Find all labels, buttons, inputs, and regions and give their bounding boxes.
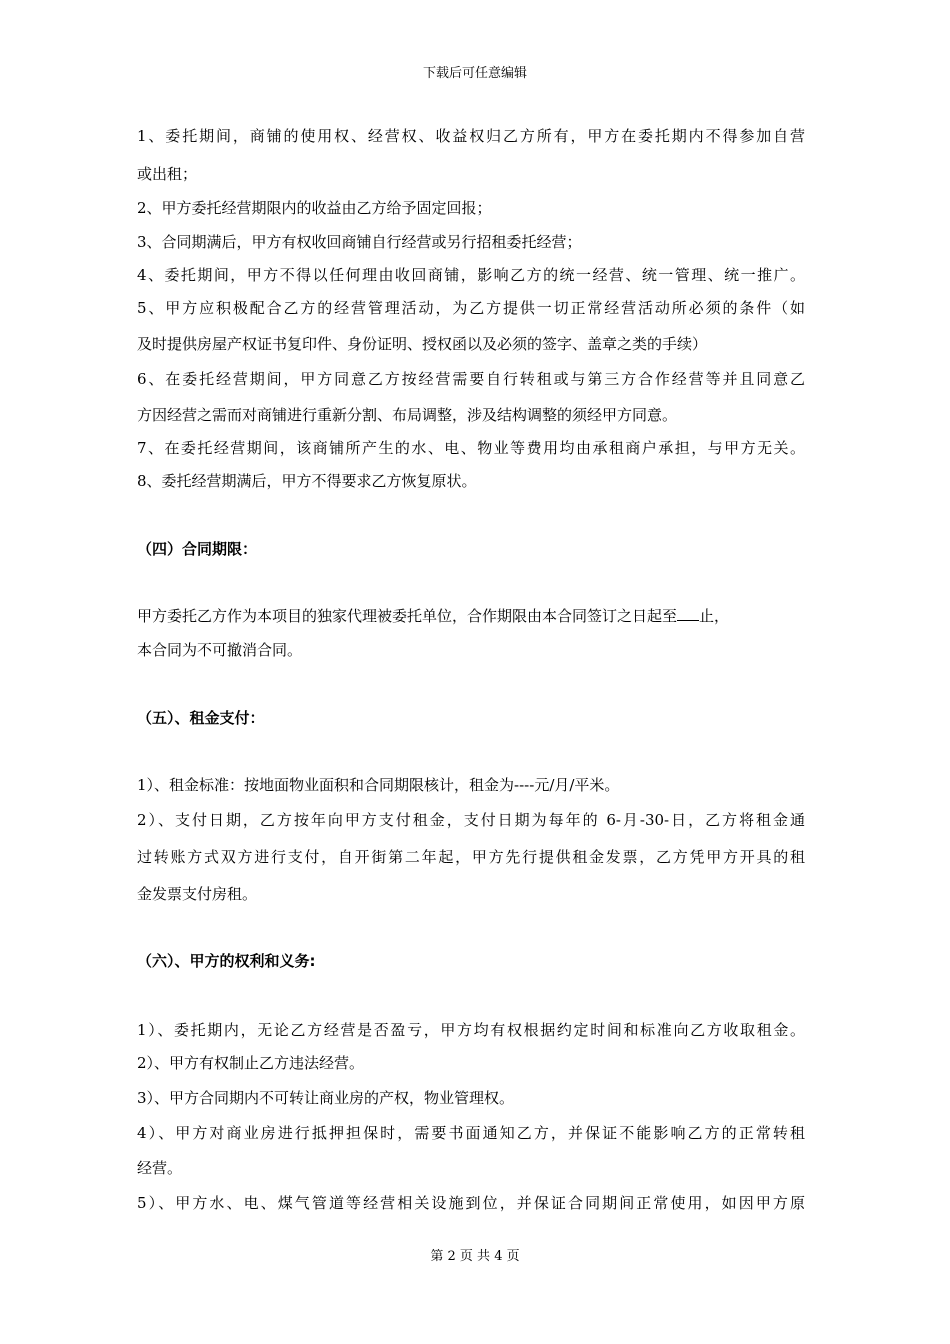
clause-8: 8、委托经营期满后，甲方不得要求乙方恢复原状。: [137, 472, 477, 490]
party-a-right-4-line-1: 4）、甲方对商业房进行抵押担保时，需要书面通知乙方，并保证不能影响乙方的正常转租: [137, 1124, 805, 1142]
section-4-paragraph-text: 甲方委托乙方作为本项目的独家代理被委托单位，合作期限由本合同签订之日起至: [137, 607, 678, 625]
party-a-right-3: 3）、甲方合同期内不可转让商业房的产权，物业管理权。: [137, 1089, 515, 1107]
term-end-blank: [677, 606, 699, 621]
clause-1-line-1: 1、委托期间，商铺的使用权、经营权、收益权归乙方所有，甲方在委托期内不得参加自营: [137, 127, 805, 145]
clause-3: 3、合同期满后，甲方有权收回商铺自行经营或另行招租委托经营；: [137, 233, 582, 251]
clause-5-line-1: 5、甲方应积极配合乙方的经营管理活动，为乙方提供一切正常经营活动所必须的条件（如: [137, 299, 805, 317]
clause-6-line-1: 6、在委托经营期间，甲方同意乙方按经营需要自行转租或与第三方合作经营等并且同意乙: [137, 370, 805, 388]
payment-date-line-1: 2）、支付日期，乙方按年向甲方支付租金，支付日期为每年的 6-月-30-日，乙方将租金通: [137, 811, 805, 829]
party-a-right-1: 1）、委托期内，无论乙方经营是否盈亏，甲方均有权根据约定时间和标准向乙方收取租金。: [137, 1021, 805, 1039]
party-a-right-5-line-1: 5）、甲方水、电、煤气管道等经营相关设施到位，并保证合同期间正常使用，如因甲方原: [137, 1194, 805, 1212]
section-5-heading: （五）、租金支付：: [137, 709, 265, 727]
party-a-right-4-line-2: 经营。: [137, 1159, 183, 1177]
clause-6-line-2: 方因经营之需而对商铺进行重新分割、布局调整，涉及结构调整的须经甲方同意。: [137, 406, 678, 424]
page-number: 第 2 页 共 4 页: [430, 1249, 520, 1264]
clause-1-line-2: 或出租；: [137, 165, 198, 183]
clause-2: 2、甲方委托经营期限内的收益由乙方给予固定回报；: [137, 199, 492, 217]
section-4-heading: （四）合同期限：: [137, 540, 258, 558]
section-4-paragraph-end: 止，: [699, 607, 730, 625]
page-header: 下载后可任意编辑: [422, 66, 527, 81]
payment-date-line-3: 金发票支付房租。: [137, 885, 258, 903]
section-4-paragraph-line-1: [137, 606, 729, 626]
section-4-paragraph-line-2: 本合同为不可撤消合同。: [137, 641, 303, 659]
payment-date-line-2: 过转账方式双方进行支付，自开街第二年起，甲方先行提供租金发票，乙方凭甲方开具的租: [137, 848, 805, 866]
party-a-right-2: 2）、甲方有权制止乙方违法经营。: [137, 1054, 365, 1072]
rent-standard: 1）、租金标准：按地面物业面积和合同期限核计，租金为----元/月/平米。: [137, 776, 620, 794]
clause-4: 4、委托期间，甲方不得以任何理由收回商铺，影响乙方的统一经营、统一管理、统一推广。: [137, 266, 805, 284]
section-6-heading: （六）、甲方的权利和义务:: [137, 952, 316, 970]
clause-7: 7、在委托经营期间，该商铺所产生的水、电、物业等费用均由承租商户承担，与甲方无关。: [137, 439, 805, 457]
clause-5-line-2: 及时提供房屋产权证书复印件、身份证明、授权函以及必须的签字、盖章之类的手续）: [137, 335, 708, 353]
